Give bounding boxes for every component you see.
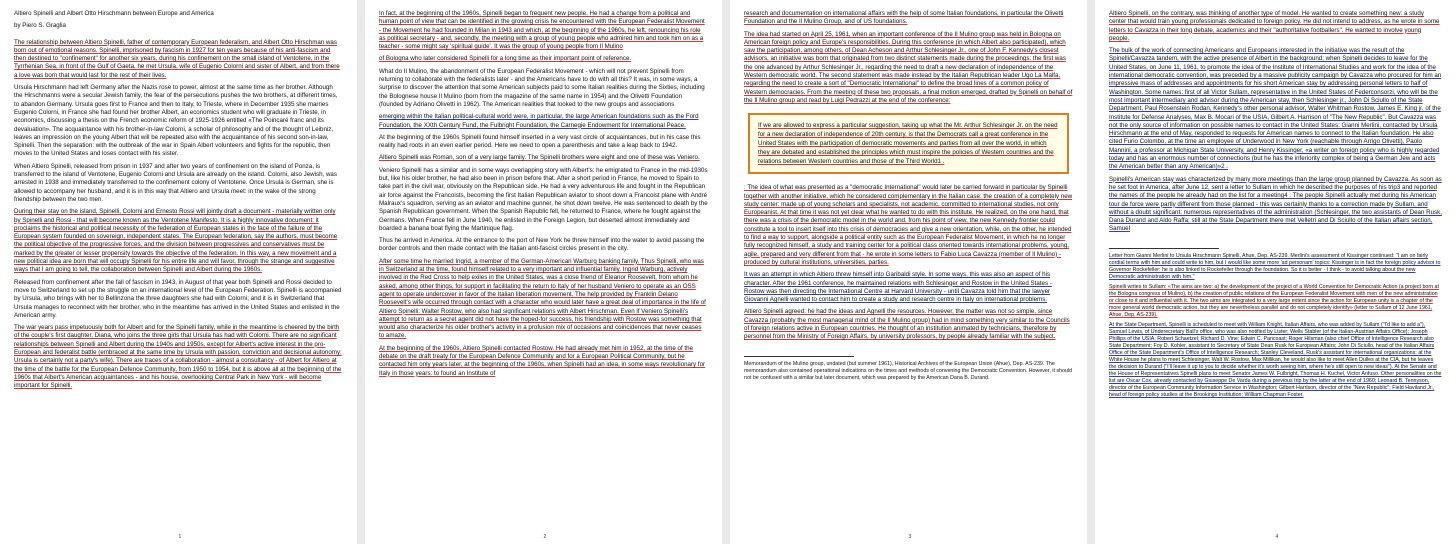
page-number: 4 <box>1275 534 1279 540</box>
paragraph: Thus he arrived in America. At the entrance to the port of New York he threw himself into the water to avoid passing the border controls and then made contact with the Italian anti-fascist circles present in the city. <box>379 237 705 253</box>
paragraph: Spinelli's American stay was characterized by many more meetings than the large group planned by Cavazza. As soon as he set foot in America, after June 12, sent a letter to Sullam in which he described the purposes of his trip3 and reported the names of the people he already had on the list for a meeting4 . The people Spinelli actually met during his American tour de force were partly different from those planned - this was certainly thanks to a correction made by Sullam, and without a doubt significant: numerous representatives of the administration (Schlesinger, the two assistants of Dean Rusk, Dana Durand and Aldo Raffa; still at the State Department there met Velletri and Di Sciullo of the Italian affairs section, Samuel <box>1109 175 1442 233</box>
page-1 <box>0 0 357 544</box>
page-number: 1 <box>178 534 182 540</box>
paragraph: In fact, at the beginning of the 1960s, Spinelli began to frequent new people. He had a change from a political and human point of view that can be identified in the growing crisis he encountered with the European Federalist Movement - the Movement he had founded in Milan in 1943 and which, at the beginning of the 1960s, he left, renouncing his role as political secretary - and, secondly, the meeting with a group of young people who admired him and took him on as a teacher - some might say 'spiritual guide'. It was the group of young people from Il Mulino <box>379 10 705 51</box>
paragraph: The relationship between Altiero Spinelli, father of contemporary European federalism, and Albert Otto Hirschman was born out of emotional reasons. Spinelli, imprisoned by fascism in 1927 for ten years because of his anti-fascism and then destined to "confinement" for another six years, during his confinement on the small island of Ventotene, in the Tyrrhenian Sea, in front of the Gulf of Gaeta, he met Ursula, wife of Eugenio Colorni and sister of Albert, and from there a love was born that would last for the rest of their lives. <box>14 38 340 79</box>
footnote: Letter from Gianni Merlini to Ursula Hirschmann Spinelli, Ahue, Dep. AS-239. Merlini's assessment of Kissinger continued: "I am on fairly cordial terms with him and could write to him, but I would like some more 'ad personam' topics: Kissinger is in fact the foreign policy advisor to Governor Rockefeller: he is also linked to Rockefeller through the foundation. So it is better - I think - to avoid talking about the new Democratic administration with him." <box>1109 252 1441 280</box>
footnote: At the State Department, Spinelli is scheduled to meet with William Knight, Italian Affairs, who was added by Sullam ("I'd like to add a"), Samuel Lewis, of Underecretary Ball's office, who was also notified by Lister; Wells Stabler (of the Italian-Austrian Affairs Office); Joseph Phillips of the USIA; Robert Schaetzel; Richard D. Vine; Edwin C. Pancoast; Roger Hilsman (also chief Office of Intelligence Research also State Department; Foy D. Kohler, assistant to Secretary of State Dean Rusk for European Affairs; John Di Sciullo, head of the Italian Affairs Office of the State Department's Office of Intelligence Research; Stanley Cleveland, Rusk's assistant for international organizations; at the White House he plans to meet Schlesinger, Walt W. Rostow, Max Millikan, he would also like to meet Allen Dulles at the CIA, but he leaves the decision to Durand ("I'll leave it up to you to decide whether it's worth seeing him, where he's still open to new ideas"). At the Senate and the House of Representatives Spinelli plans to meet Senator James W. Fulbright, Thomas H. Kuchel, Victor Anfuso. Other personalities on the list are Oscar Cox, already contacted by Giuseppe De Varda during a previous trip by the latter at the end of 1960; Leonard B. Tennyson, director of the European Community Information Service in Washington; Gilbert Harrison, director of the "New Republic"; Field Haviland Jr., head of foreign policy studies at the Brookings Institution; William Chapman Foster. <box>1109 321 1442 398</box>
page-number: 2 <box>543 534 547 540</box>
paragraph: Veniero Spinelli has a similar and in some ways overlapping story with Albert's: he emigrated to France in the mid-1930s but, like his older brother, he had also been in prison before that. After a short period in France, he moved to Spain to take part in the civil war, obviously on the Republican side. He had a very adventurous life and fought in the Republican air force against the Francoists, becoming the first Italian Republican aviator to shoot down a Francoist plane with André Malraux's squadron, serving as an aviator and machine gunner, he shot down twelve. He was sentenced to death by the Spanish Republican government. When the Spanish Republic fell, he returned to France, where he fought against the Germans. When France fell in June 1940, he enlisted in the Foreign Legion, but deserted almost immediately and boarded a banana boat flying the Martinique flag. <box>379 166 708 232</box>
paragraph: The war years pass impetuously both for Albert and for the Spinelli family, while in the meantime is cheered by the birth of the couple's first daughter, Diana, who joins the three girls that Ursula has had with Colorni. There are no significant relationships between Spinelli and Albert during the 1940s and 1950s, except for Albert's active interest in the pro-European and federalist battle (embraced at the same time by Ursula with passion, conviction and decisional autonomy: Ursula is certainly not a party's wife). There are traces of a collaboration - almost a consultancy - of Albert for Altiero at the time of the battle for the European Defence Community, from 1950 to 1954, but it is above all at the beginning of the 1960s that Albert's American acquaintances - and his house, overlooking Central Park in New York - will become important for Spinelli. <box>14 324 342 390</box>
footnote: Spinelli writes to Sullam: «The aims are two: a) the development of the project of a World Convention for Democratic Action (a project born at the Bologna congress of Mulino), b) the creation of public relations of the European Federalist Movement with men of the new administration or close to it and influential with it. The two aims are integrated to a very large extent since the action for European unity is a chapter of the more general world democratic action, but they are nevertheless parallel and do not completely identify» (letter to Sullam of 12 June 1961, Ahue, Dep. AS-239). <box>1109 283 1439 318</box>
paragraph: : The idea of what was presented as a "democratic International" would later be carried forward in particular by Spinelli together with another initiative, which he considered complementary in the Italian case: the creation of a completely new study center: made up of young scholars and specialists, not academic, committed to international studies, not only Europeanist. At that time it was not yet clear what he wanted to do with this institute. He realized, on the one hand, that there was a crisis of the democratic model in the world and, from his point of view, the new Kennedy frontier could constitute a tool to insert itself into this crisis of democracies and give a new orientation, while, on the other, he intended to find a way to support, alongside a political entity such as the European Federalist Movement, in which he no longer fully recognized himself, a study and training center for a political class oriented towards international problems, young, agile, prepared and very different from that - he wrote in some letters to Fabio Luca Cavazza (member of Il Mulino) - produced by cultural institutions, universities, parties. <box>744 184 1073 266</box>
paragraph: emerging within the Italian political-cultural world were, in particular, the large American foundations such as the Ford Foundation, the XXth Century Fund, the Fulbright Foundation, the Carnegie Endowment for International Peace. <box>379 113 699 129</box>
paragraph: The idea had started on April 25, 1961, when an important conference of the Il Mulino group was held in Bologna on American foreign policy and Europe's responsibilities. During this conference (in which Albert also participated), which saw the participation, among others, of Dean Acheson and Arthur Schlesinger Jr., one of John F. Kennedy's closest advisors, an initiative was born that originated from two distinct statements made during the proceedings: the first was the one advanced by Arthur Schlesinger Jr., regarding the need to draft a new declaration of independence of the Western democratic world. The second statement was made instead by the Italian Republican leader Ugo La Malfa, regarding the need to create a sort of "Democratic International" to define the broad lines of a common policy of Western democracies. From the meeting of these two proposals, a final motion emerged, drafted by Spinelli on behalf of the Il Mulino group and read by Luigi Pedrazzi at the end of the conference: <box>744 30 1073 104</box>
paragraph: After some time he married Ingrid, a member of the German-American Warburg banking family. Thus Spinelli, who was in Switzerland at the time, found himself related to a very important and influential family. Ingrid Warburg, actively involved in the Red Cross to help exiles in the United States, was a close friend of Eleanor Roosevelt, from whom he asked, among other things, for support in facilitating the return to Italy of her husband Veniero to operate as an OSS agent to operate undercover in favor of the Italian liberation movement. The help provided by Franklin Delano Roosevelt's wife occurred through contact with a character who would later have a great deal of importance in the life of Altiero Spinelli: Walter Rostow, who also had significant relations with Albert Hirschman. Even if Veniero Spinelli's attempt to return as a secret agent did not have the hoped-for success, his friendship with Rostow was something that would also characterize his older brother's activity in a profusion mix of occasions and coincidences that never ceases to amaze. <box>379 257 706 340</box>
paragraph: At the beginning of the 1960s, Altiero Spinelli contacted Rostow. He had already met him in 1952, at the time of the debate on the draft treaty for the European Defence Community and for a European Political Community, but he contacted him only years later, at the beginning of the 1960s, when Spinelli had an idea, in some ways revolutionary for Italy in those years: to found an Institute of <box>379 344 706 377</box>
paragraph: Altiero Spinelli, on the contrary, was thinking of another type of model. He wanted to create something new: a study center that would train young professionals dedicated to foreign policy. He did not intend to address, as he wrote in some letters to Cavazza in their long debate, academics and their "authoritative footballers". He wanted to involve young people. <box>1109 10 1440 42</box>
footnote-rule <box>744 356 854 357</box>
page-number: 3 <box>908 534 912 540</box>
quotation-box <box>748 113 1069 174</box>
paragraph: Altiero Spinelli was Roman, son of a very large family. The Spinelli brothers were eight and one of these was Veniero. <box>379 154 700 162</box>
paragraph: of Bologna who later considered Spinelli for a long time as their important point of reference. <box>379 55 632 63</box>
paragraph: Ursula Hirschmann had left Germany after the Nazis rose to power, almost at the same time as her brother. Although the Hirschmanns were a secular Jewish family, the fear of the persecutions pushes the two brothers, at different times, to abandon Germany. Ursula goes first to France and then to Italy, to Trieste, where in December 1935 she marries Eugenio Colorni, in France she had found her brother Albert, an economics student who will graduate in Trieste, in economics, discussing a thesis on the French economic reform of 1925-1926 entitled «The Poincaré franc and its devaluation». The acquaintance with his brother-in-law Colorni, a scholar of philosophy and of the thought of Leibniz, leaves an impression on the young Albert that will be repeated also with the acquaintance of his second son-in-law, Spinelli. Then the separation: with the outbreak of the war in Spain Albert volunteers and fights for the republic, then moves to the United States and loses contact with his sister. <box>14 84 338 158</box>
quotation-text: If we are allowed to express a particular suggestion, taking up what the Mr. Arthur Schlesinger Jr. on the need for a new declaration of independence of 20th century, is that the Democrats call a great conference in the United States with the participation of democratic movements and parties from all over the world, in which they are debated and established the principles which must inspire the policies of Western countries and the relations between Western countries and those of the Third World1 . <box>758 122 1058 166</box>
document-title: Altiero Spinelli and Albert Otto Hirschmann between Europe and America <box>14 10 214 17</box>
paragraph: When Altiero Spinelli, released from prison in 1937 and after two years of confinement on the island of Ponza, is transferred to the island of Ventotene, Eugenio Colorni and Ursula are already on the island. Colorni, also Jewish, was arrested in 1938 and immediately transferred to the confinement colony of Ventotene. Once Ursula is German, she is allowed to accompany her husband, and it is in this way that Altiero and Ursula meet: in the wake of the strong friendship between the two men. <box>14 162 337 203</box>
paragraph: At the beginning of the 1960s Spinelli found himself inserted in a very vast circle of acquaintances, but in his case this reality had roots in an even earlier period. Here we need to open a parenthesis and take a leap back to 1942. <box>379 133 701 150</box>
footnote-rule <box>1109 248 1219 249</box>
footnote: Memorandum of the Mulino group, undated (but summer 1961), Historical Archives of the European Union (Ahue), Dep. AS-239. The memorandum also contained operational indications on the times and methods of convening the Democratic Convention. However, it should not be confused with a similar but later document, which was prepared by the American Dana B. Durand. <box>744 360 1073 381</box>
page-2 <box>365 0 722 544</box>
paragraph: What do Il Mulino, the abandonment of the European Federalist Movement - which will not prevent Spinelli from returning to collaborate with the federalists later - and the Americans have to do with all this? It was, in some ways, a surprise to discover the attention that some American subjects paid to some Italian realities during the Sixties, including the Bolognese house Il Mulino (born from the magazine of the same name in 1954) and the Olivetti Foundation (founded by Adriano Olivetti in 1962). The American realities that looked to the new groups and associations <box>379 67 705 108</box>
document-author: by Piero S. Graglia <box>14 22 66 30</box>
page-3 <box>730 0 1087 544</box>
paragraph: Altiero Spinelli agreed: he had the ideas and Agnelli the resources. However, the matter was not so simple, since Cavazza (probably the most managerial mind of the Il Mulino group) had in mind something very similar to the Councils of foreign relations active in European countries. He thought of an institution animated by technicians, therefore by personnel from the Ministry of Foreign Affairs, by university professors, by people already familiar with the subject. <box>744 308 1070 341</box>
page-4 <box>1095 0 1456 544</box>
paragraph: The bulk of the work of connecting Americans and Europeans interested in the initiative was the result of the Spinelli/Cavazza tandem, with the active presence of Albert in the background; when Spinelli decides to leave for the United States, on June 11, 1961, to promote the idea of the Institute of International Studies and work for the idea of the international democratic convention, was preceded by a massive publicity campaign by Cavazza who procured for him an impressive mass of addresses and appointments for his short American stay by addressing personal letters to half of Washington. Some names: first of all Victor Sullam, representative in the United States of Federconsorzi, who will be the most important intermediary and advisor during the American stay, then Schlesinger jr., John Di Sciullo of the State Department, Paul Rosenstein Rodan, Kennedy's other personal advisor, Walter Whitman Rostow, James E. King jr. of the Institute for Defense Analyses, Max B. Mocari of the USIA, Gilbert A. Harrison of "The New Republic". But Cavazza was not the only source of information on possible names to contact in the United States: Gianni Merlini, contacted by Ursula Hirschmann at the end of May, responded to requests for American names to connect to the Italian foundation. He also cited Furio Colombo, at the time an employee of Underwood in New York (reachable through Arrigo Olivetti), Paolo Mannini, a professor at Michigan State University, and Henry Kissinger, «a writer on foreign policy who is highly regarded today and has an enormous number of connections (but he has the inferiority complex of being a German Jew and acts the American better than any American)»2 . <box>1109 47 1442 171</box>
paragraph: Released from confinement after the fall of fascism in 1943, in August of that year both Spinelli and Rossi decided to move to Switzerland to set up the struggle on an international level of the European Federation. Spinelli is accompanied by Ursula, who brings with her to Bellinzona the three daughters she had with Colorni; and it is in Switzerland that Ursula manages to reconnect with her brother, who in the meantime has arrived in the United States and enlisted in the American army. <box>14 278 342 319</box>
paragraph: During their stay on the island, Spinelli, Colorni and Ernesto Rossi will jointly draft a document - materially written only by Spinelli and Rossi - that will become known as the Ventotene Manifesto. It is a highly innovative document: it proclaims the historical and political necessity of the federation of European states in the face of the failure of the European system founded on sovereign, independent states. The European federation, say the authors, must become the political objective of the progressive forces, and the division between progressives and conservatives must be marked by the greater or lesser propensity towards the objective of the federation. In this way, a new movement and a new political idea are born that will occupy Spinelli for his entire life and will favor, through the strange and suggestive ways that I am going to tell, the collaboration between Spinelli and Albert during the 1960s. <box>14 208 338 274</box>
paragraph: It was an attempt in which Altiero threw himself into Garibaldi style. In some ways, this was also an aspect of his character. After the 1961 conference, he maintained relations with Schlesinger and Rostow in the United States - Rostow was then directing the International Centre at Harvard University - until Cavazza told him that the lawyer Giovanni Agnelli wanted to contact him to create a study and research centre in Italy on international problems. <box>744 271 1052 304</box>
paragraph: research and documentation on international affairs with the help of some Italian foundations, in particular the Olivetti Foundation and the Il Mulino Group, and of US foundations. <box>744 10 1064 26</box>
